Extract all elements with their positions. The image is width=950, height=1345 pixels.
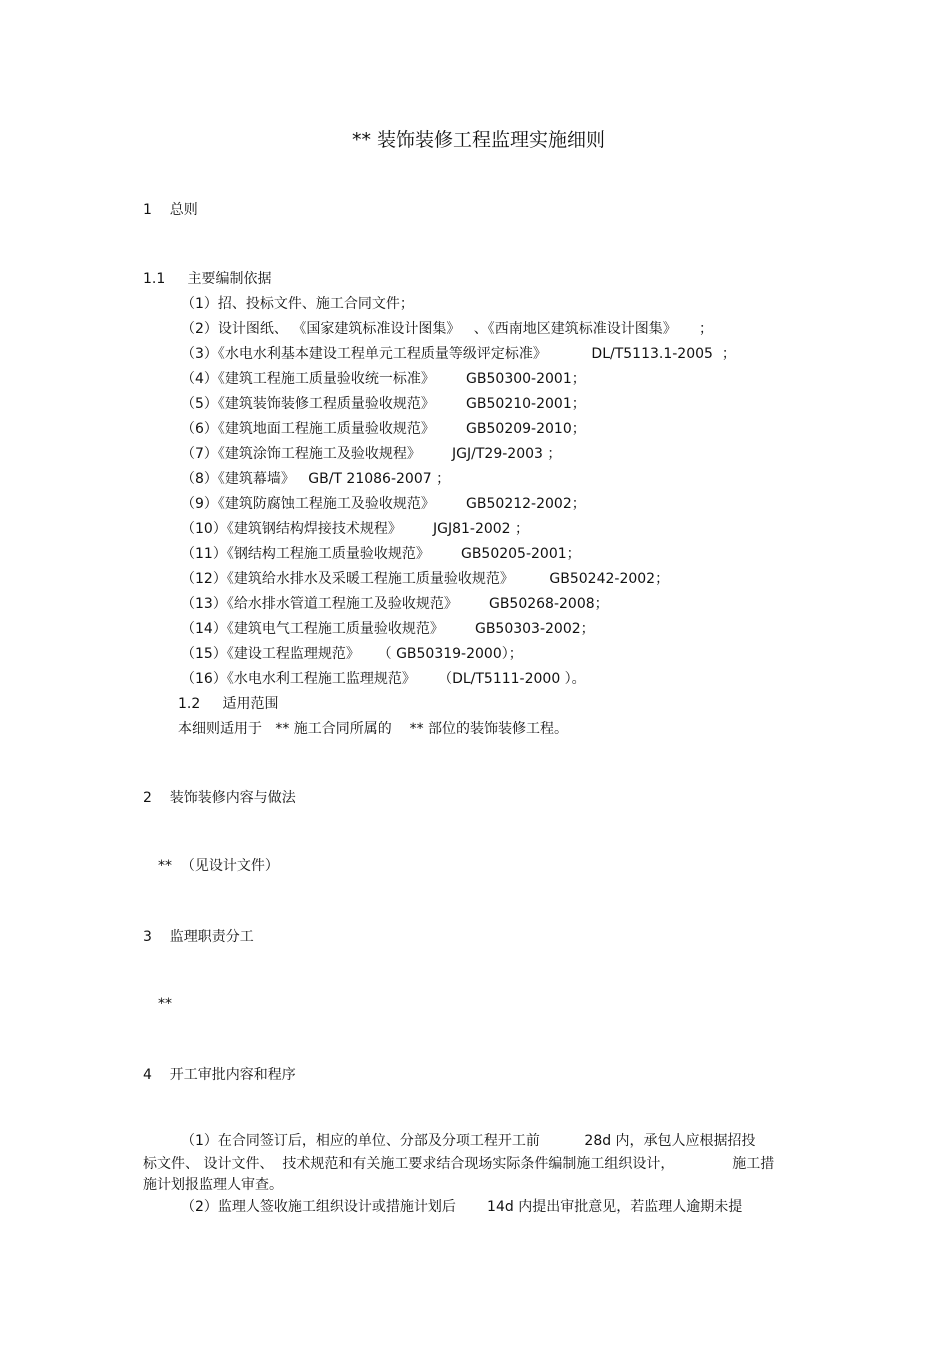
reference-item: （10）《建筑钢结构焊接技术规程》 JGJ81-2002 ；	[181, 521, 530, 537]
scope-text: 本细则适用于 ** 施工合同所属的 ** 部位的装饰装修工程。	[178, 721, 569, 737]
reference-item: （16）《水电水利工程施工监理规范》 （DL/T5111-2000 ）。	[181, 671, 586, 687]
reference-item: （1）招、投标文件、施工合同文件；	[181, 296, 414, 312]
reference-item: （13）《给水排水管道工程施工及验收规范》 GB50268-2008；	[181, 596, 609, 612]
reference-item: （12）《建筑给水排水及采暖工程施工质量验收规范》 GB50242-2002；	[181, 571, 670, 587]
section-heading-3: 3 监理职责分工	[143, 929, 254, 945]
section-3-body: **	[158, 996, 172, 1012]
paragraph-line: 标文件、 设计文件、 技术规范和有关施工要求结合现场实际条件编制施工组织设计， 施工措	[143, 1156, 775, 1172]
reference-item: （11）《钢结构工程施工质量验收规范》 GB50205-2001；	[181, 546, 581, 562]
reference-item: （8）《建筑幕墙》 GB/T 21086-2007 ；	[181, 471, 451, 487]
reference-item: （14）《建筑电气工程施工质量验收规范》 GB50303-2002；	[181, 621, 595, 637]
subsection-heading-1-1: 1.1 主要编制依据	[143, 271, 272, 287]
paragraph-line: 施计划报监理人审查。	[143, 1177, 283, 1193]
reference-item: （5）《建筑装饰装修工程质量验收规范》 GB50210-2001；	[181, 396, 586, 412]
page-title: ** 装饰装修工程监理实施细则	[352, 129, 606, 151]
reference-item: （2）设计图纸、 《国家建筑标准设计图集》 、《西南地区建筑标准设计图集》 ；	[181, 321, 713, 337]
paragraph-line: （1）在合同签订后，相应的单位、分部及分项工程开工前 28d 内，承包人应根据招投	[181, 1133, 756, 1149]
section-heading-2: 2 装饰装修内容与做法	[143, 790, 296, 806]
reference-item: （15）《建设工程监理规范》 （ GB50319-2000）；	[181, 646, 523, 662]
reference-item: （9）《建筑防腐蚀工程施工及验收规范》 GB50212-2002；	[181, 496, 586, 512]
section-2-body: ** （见设计文件）	[158, 858, 279, 874]
reference-item: （6）《建筑地面工程施工质量验收规范》 GB50209-2010；	[181, 421, 586, 437]
reference-item: （4）《建筑工程施工质量验收统一标准》 GB50300-2001；	[181, 371, 586, 387]
subsection-heading-1-2: 1.2 适用范围	[178, 696, 279, 712]
reference-item: （7）《建筑涂饰工程施工及验收规程》 JGJ/T29-2003 ；	[181, 446, 562, 462]
paragraph-line: （2）监理人签收施工组织设计或措施计划后 14d 内提出审批意见，若监理人逾期未提	[181, 1199, 743, 1215]
reference-item: （3）《水电水利基本建设工程单元工程质量等级评定标准》 DL/T5113.1-2005 ；	[181, 346, 736, 362]
section-heading-1: 1 总则	[143, 202, 198, 218]
section-heading-4: 4 开工审批内容和程序	[143, 1067, 296, 1083]
